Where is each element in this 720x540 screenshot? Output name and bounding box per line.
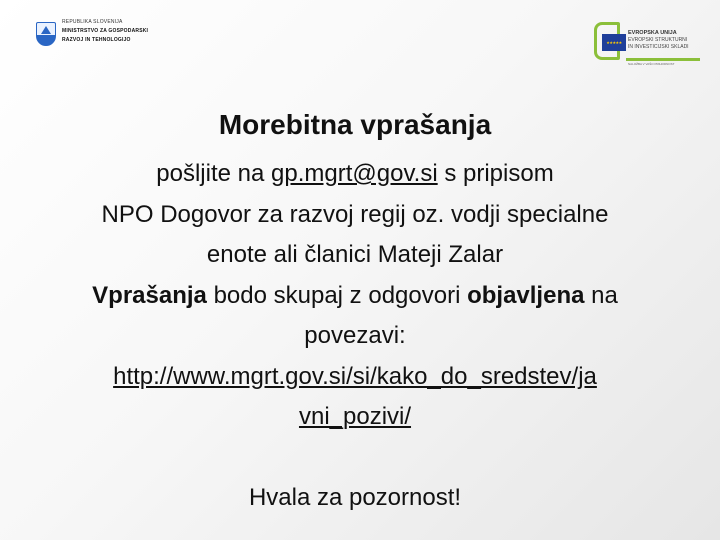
url-line-2[interactable]	[20, 397, 690, 438]
contact-line-pre: pošljite na	[156, 160, 272, 187]
subject-line-2: enote ali članici Mateji Zalar	[206, 241, 504, 268]
eu-logo	[594, 22, 706, 66]
publish-end: na	[584, 281, 618, 309]
gov-logo-line2: MINISTRSTVO ZA GOSPODARSKI	[62, 28, 149, 34]
eu-flag-icon: ★★★★★	[602, 34, 626, 51]
slide-body	[20, 154, 690, 518]
slide-title: Morebitna vprašanja	[218, 109, 492, 140]
eu-logo-line1: EVROPSKA UNIJA	[628, 30, 677, 36]
publish-bold-1: Vprašanja	[92, 281, 207, 309]
url-link-part2[interactable]: vni_pozivi/	[298, 403, 412, 430]
publish-bold-2: objavljena	[467, 281, 585, 309]
government-logo-text	[62, 18, 148, 45]
email-link[interactable]: gp.mgrt@gov.si	[271, 160, 438, 187]
contact-line	[20, 154, 690, 195]
government-logo	[22, 18, 172, 52]
spacer	[20, 438, 690, 478]
url-line-1[interactable]	[20, 357, 690, 398]
contact-line-post: s pripisom	[437, 160, 554, 187]
url-link-part1[interactable]: http://www.mgrt.gov.si/si/kako_do_sredstev/ja	[113, 362, 597, 390]
slovenia-crest-icon	[36, 22, 56, 46]
gov-logo-line1: REPUBLIKA SLOVENIJA	[62, 19, 123, 25]
link-intro: povezavi:	[304, 322, 406, 349]
eu-logo-line2: EVROPSKI STRUKTURNI	[628, 37, 688, 43]
publish-line	[20, 276, 690, 317]
eu-logo-line3: IN INVESTICIJSKI SKLADI	[628, 44, 689, 50]
eu-logo-text	[628, 30, 689, 51]
publish-mid: bodo skupaj z odgovori	[206, 281, 468, 309]
closing-text: Hvala za pozornost!	[248, 483, 462, 511]
subject-line-1: NPO Dogovor za razvoj regij oz. vodji specialne	[101, 200, 609, 228]
eu-logo-footer: NALOŽBA V VAŠO PRIHODNOST	[628, 62, 675, 66]
gov-logo-line3: RAZVOJ IN TEHNOLOGIJO	[62, 37, 131, 43]
eu-logo-divider	[626, 58, 700, 61]
